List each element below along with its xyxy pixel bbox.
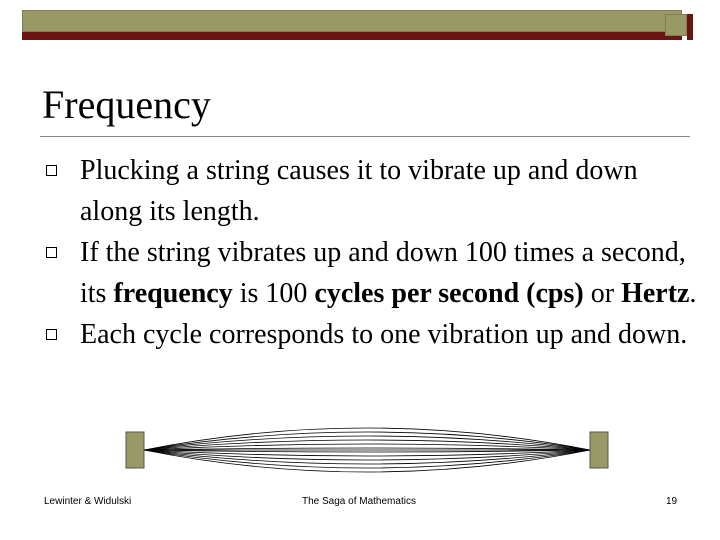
footer-title: The Saga of Mathematics <box>302 496 416 507</box>
hollow-square-icon <box>46 329 57 340</box>
bold-term: cycles per second (cps) <box>314 278 584 309</box>
olive-bar <box>22 10 682 32</box>
title-divider <box>40 136 690 137</box>
text-run: or <box>583 278 622 309</box>
left-string-post <box>126 432 144 468</box>
right-string-post <box>590 432 608 468</box>
red-bar <box>22 32 682 40</box>
string-vibration-lines <box>144 428 590 472</box>
bold-term: frequency <box>113 278 233 309</box>
bullet-list <box>40 150 700 355</box>
slide-title: Frequency <box>42 82 211 127</box>
vibrating-string-diagram <box>122 426 612 474</box>
bullet-item <box>40 232 700 314</box>
bullet-text: Each cycle corresponds to one vibration up and down. <box>80 319 688 350</box>
bullet-text: Plucking a string causes it to vibrate up and down along its length. <box>80 155 638 227</box>
footer-authors: Lewinter & Widulski <box>44 496 132 507</box>
text-run: . <box>689 278 697 309</box>
corner-square-accent <box>687 14 693 40</box>
top-decorative-band <box>22 10 682 40</box>
bold-term: Hertz <box>621 278 690 309</box>
text-run: is 100 <box>232 278 315 309</box>
corner-square <box>665 14 687 36</box>
bullet-text <box>80 237 696 309</box>
bullet-item <box>40 150 700 232</box>
hollow-square-icon <box>46 165 57 176</box>
bullet-item <box>40 314 700 355</box>
hollow-square-icon <box>46 247 57 258</box>
text-run: If the string vibrates up and down 100 times a second, its <box>80 237 686 309</box>
page-number: 19 <box>666 496 678 507</box>
